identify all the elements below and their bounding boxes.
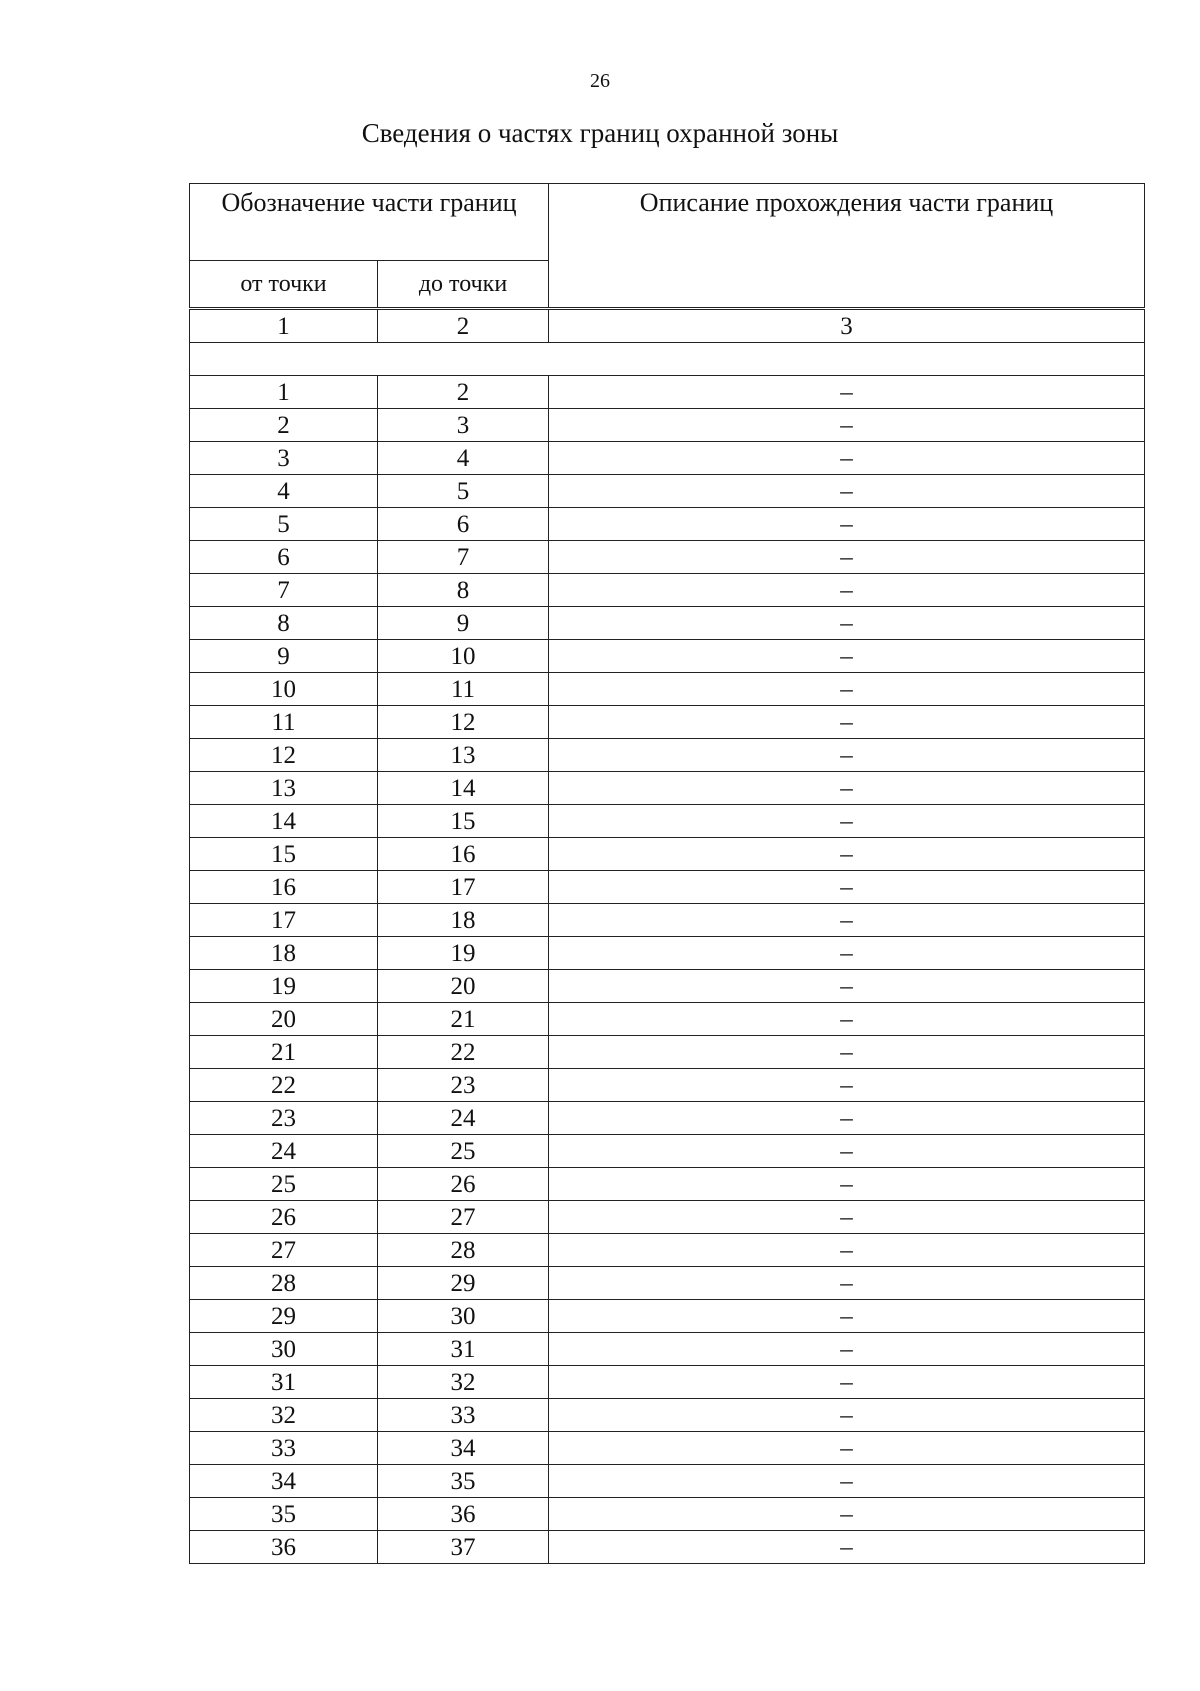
from-point-cell: 29 (190, 1300, 378, 1333)
to-point-cell: 23 (378, 1069, 549, 1102)
to-point-cell: 17 (378, 871, 549, 904)
to-point-cell: 2 (378, 376, 549, 409)
from-point-cell: 26 (190, 1201, 378, 1234)
table-row (190, 1399, 1145, 1432)
description-cell: – (549, 805, 1145, 838)
description-cell: – (549, 1102, 1145, 1135)
from-point-cell: 35 (190, 1498, 378, 1531)
from-point-cell: 3 (190, 442, 378, 475)
description-cell: – (549, 739, 1145, 772)
to-point-cell: 21 (378, 1003, 549, 1036)
table-row (190, 1234, 1145, 1267)
to-point-cell: 35 (378, 1465, 549, 1498)
table-row (190, 1432, 1145, 1465)
description-cell: – (549, 1234, 1145, 1267)
description-cell: – (549, 1432, 1145, 1465)
from-point-cell: 25 (190, 1168, 378, 1201)
from-point-cell: 17 (190, 904, 378, 937)
to-point-cell: 18 (378, 904, 549, 937)
header-from-point: от точки (190, 261, 378, 309)
to-point-cell: 30 (378, 1300, 549, 1333)
to-point-cell: 8 (378, 574, 549, 607)
from-point-cell: 23 (190, 1102, 378, 1135)
description-cell: – (549, 1465, 1145, 1498)
from-point-cell: 20 (190, 1003, 378, 1036)
description-cell: – (549, 508, 1145, 541)
to-point-cell: 13 (378, 739, 549, 772)
from-point-cell: 33 (190, 1432, 378, 1465)
to-point-cell: 33 (378, 1399, 549, 1432)
from-point-cell: 15 (190, 838, 378, 871)
description-cell: – (549, 475, 1145, 508)
from-point-cell: 11 (190, 706, 378, 739)
to-point-cell: 29 (378, 1267, 549, 1300)
column-number: 3 (549, 309, 1145, 343)
description-cell: – (549, 640, 1145, 673)
description-cell: – (549, 607, 1145, 640)
table-row (190, 640, 1145, 673)
to-point-cell: 6 (378, 508, 549, 541)
to-point-cell: 15 (378, 805, 549, 838)
table-row (190, 1531, 1145, 1564)
table-row (190, 1168, 1145, 1201)
table-row (190, 574, 1145, 607)
to-point-cell: 28 (378, 1234, 549, 1267)
page-number: 26 (590, 70, 610, 92)
table-row (190, 1102, 1145, 1135)
to-point-cell: 25 (378, 1135, 549, 1168)
from-point-cell: 32 (190, 1399, 378, 1432)
to-point-cell: 24 (378, 1102, 549, 1135)
description-cell: – (549, 1366, 1145, 1399)
from-point-cell: 21 (190, 1036, 378, 1069)
column-numbers-row (190, 309, 1145, 343)
section-row (190, 343, 1145, 376)
description-cell: – (549, 937, 1145, 970)
to-point-cell: 22 (378, 1036, 549, 1069)
table-row (190, 1300, 1145, 1333)
table-row (190, 508, 1145, 541)
description-cell: – (549, 376, 1145, 409)
table-row (190, 1003, 1145, 1036)
page-title: Сведения о частях границ охранной зоны (361, 118, 839, 148)
to-point-cell: 19 (378, 937, 549, 970)
table-row (190, 376, 1145, 409)
from-point-cell: 24 (190, 1135, 378, 1168)
to-point-cell: 26 (378, 1168, 549, 1201)
from-point-cell: 12 (190, 739, 378, 772)
table-row (190, 1135, 1145, 1168)
description-cell: – (549, 871, 1145, 904)
description-cell: – (549, 574, 1145, 607)
to-point-cell: 9 (378, 607, 549, 640)
header-to-point: до точки (378, 261, 549, 309)
from-point-cell: 22 (190, 1069, 378, 1102)
table-row (190, 1267, 1145, 1300)
boundary-parts-table (189, 183, 1145, 1564)
description-cell: – (549, 706, 1145, 739)
description-cell: – (549, 1333, 1145, 1366)
header-row (190, 184, 1145, 261)
table-row (190, 442, 1145, 475)
table-row (190, 1036, 1145, 1069)
from-point-cell: 6 (190, 541, 378, 574)
description-cell: – (549, 541, 1145, 574)
description-cell: – (549, 1135, 1145, 1168)
description-cell: – (549, 1399, 1145, 1432)
table-row (190, 904, 1145, 937)
table-row (190, 673, 1145, 706)
description-cell: – (549, 1498, 1145, 1531)
description-cell: – (549, 1300, 1145, 1333)
to-point-cell: 3 (378, 409, 549, 442)
table-row (190, 409, 1145, 442)
to-point-cell: 10 (378, 640, 549, 673)
description-cell: – (549, 1201, 1145, 1234)
from-point-cell: 34 (190, 1465, 378, 1498)
from-point-cell: 31 (190, 1366, 378, 1399)
to-point-cell: 27 (378, 1201, 549, 1234)
header-description: Описание прохождения части границ (549, 184, 1145, 309)
to-point-cell: 20 (378, 970, 549, 1003)
from-point-cell: 2 (190, 409, 378, 442)
table-row (190, 1201, 1145, 1234)
from-point-cell: 13 (190, 772, 378, 805)
table-row (190, 970, 1145, 1003)
to-point-cell: 4 (378, 442, 549, 475)
section-label (190, 343, 1145, 376)
from-point-cell: 28 (190, 1267, 378, 1300)
table-row (190, 805, 1145, 838)
to-point-cell: 37 (378, 1531, 549, 1564)
from-point-cell: 27 (190, 1234, 378, 1267)
from-point-cell: 7 (190, 574, 378, 607)
table-row (190, 1465, 1145, 1498)
table-row (190, 475, 1145, 508)
to-point-cell: 7 (378, 541, 549, 574)
from-point-cell: 1 (190, 376, 378, 409)
to-point-cell: 14 (378, 772, 549, 805)
column-number: 2 (378, 309, 549, 343)
table-row (190, 1069, 1145, 1102)
to-point-cell: 34 (378, 1432, 549, 1465)
from-point-cell: 14 (190, 805, 378, 838)
description-cell: – (549, 1069, 1145, 1102)
table-row (190, 871, 1145, 904)
from-point-cell: 16 (190, 871, 378, 904)
from-point-cell: 5 (190, 508, 378, 541)
to-point-cell: 11 (378, 673, 549, 706)
description-cell: – (549, 1168, 1145, 1201)
description-cell: – (549, 442, 1145, 475)
table-row (190, 838, 1145, 871)
to-point-cell: 12 (378, 706, 549, 739)
table-row (190, 739, 1145, 772)
from-point-cell: 4 (190, 475, 378, 508)
table-row (190, 1498, 1145, 1531)
from-point-cell: 9 (190, 640, 378, 673)
table-row (190, 1366, 1145, 1399)
description-cell: – (549, 772, 1145, 805)
from-point-cell: 19 (190, 970, 378, 1003)
header-designation: Обозначение части границ (190, 184, 549, 261)
description-cell: – (549, 1003, 1145, 1036)
table-row (190, 1333, 1145, 1366)
description-cell: – (549, 1267, 1145, 1300)
description-cell: – (549, 409, 1145, 442)
description-cell: – (549, 970, 1145, 1003)
to-point-cell: 5 (378, 475, 549, 508)
from-point-cell: 18 (190, 937, 378, 970)
table-row (190, 541, 1145, 574)
table-row (190, 772, 1145, 805)
column-number: 1 (190, 309, 378, 343)
from-point-cell: 10 (190, 673, 378, 706)
to-point-cell: 36 (378, 1498, 549, 1531)
description-cell: – (549, 673, 1145, 706)
table-row (190, 937, 1145, 970)
table-row (190, 706, 1145, 739)
description-cell: – (549, 838, 1145, 871)
description-cell: – (549, 904, 1145, 937)
description-cell: – (549, 1531, 1145, 1564)
to-point-cell: 16 (378, 838, 549, 871)
from-point-cell: 8 (190, 607, 378, 640)
from-point-cell: 36 (190, 1531, 378, 1564)
from-point-cell: 30 (190, 1333, 378, 1366)
to-point-cell: 32 (378, 1366, 549, 1399)
table-row (190, 607, 1145, 640)
description-cell: – (549, 1036, 1145, 1069)
to-point-cell: 31 (378, 1333, 549, 1366)
